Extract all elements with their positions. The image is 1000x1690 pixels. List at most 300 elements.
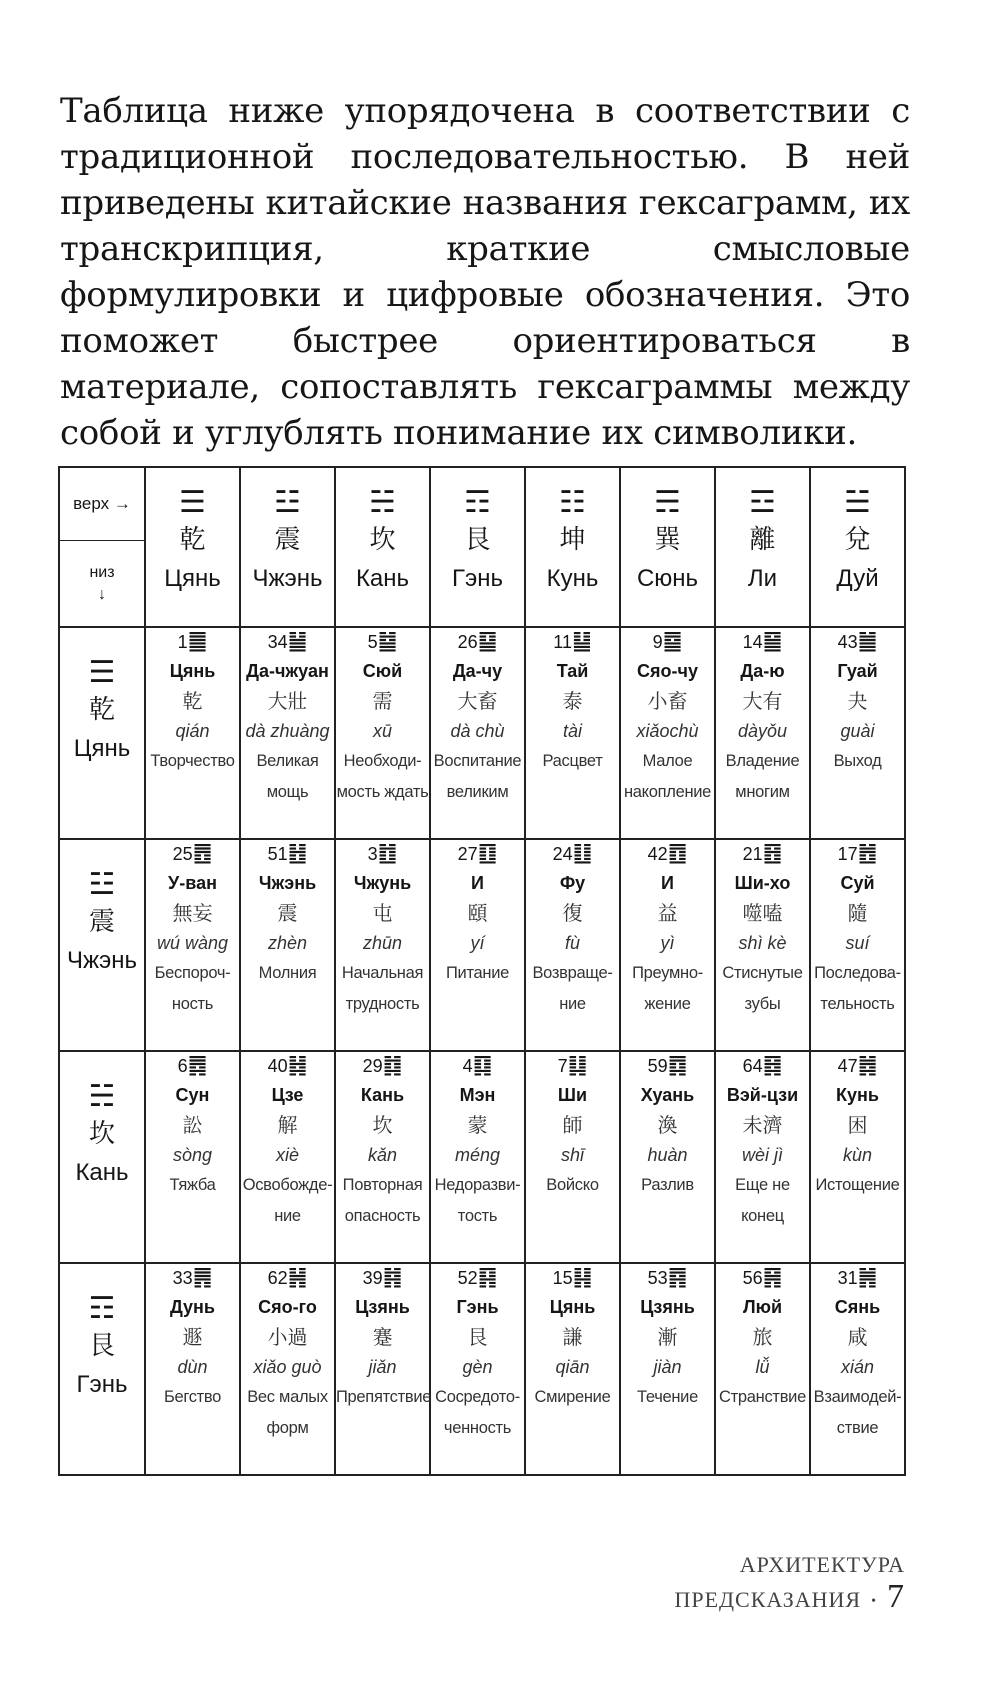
row-header xyxy=(59,1051,145,1263)
hexagram-name: Ши-хо xyxy=(734,873,791,893)
hexagram-meaning: Войско xyxy=(546,1176,599,1194)
hexagram-icon: ䷗ xyxy=(572,841,593,866)
row-header xyxy=(59,1263,145,1475)
hexagram-icon: ䷃ xyxy=(472,1053,493,1078)
trigram-hanzi: 巽 xyxy=(654,525,681,555)
hexagram-name: Тай xyxy=(556,661,589,681)
trigram-hanzi: 離 xyxy=(749,525,776,555)
hexagram-pinyin: dàyǒu xyxy=(737,721,788,741)
hexagram-cell xyxy=(430,627,525,839)
hexagram-cell xyxy=(335,1051,430,1263)
hexagram-hanzi: 屯 xyxy=(372,901,393,925)
hexagram-meaning: Беспороч- xyxy=(154,964,231,982)
hexagram-pinyin: jiàn xyxy=(653,1357,682,1377)
hexagram-meaning: Препятствие xyxy=(336,1388,432,1406)
hexagram-hanzi: 謙 xyxy=(562,1325,583,1349)
hexagram-name: Кунь xyxy=(836,1085,879,1105)
hexagram-meaning: Бегство xyxy=(163,1388,222,1406)
hexagram-number xyxy=(431,1264,524,1292)
hexagram-cell xyxy=(240,839,335,1051)
trigram-icon: ☳ xyxy=(88,867,116,902)
hexagram-number-text: 25 xyxy=(172,844,193,864)
hexagram-cell xyxy=(335,839,430,1051)
hexagram-name: Да-чжуан xyxy=(246,661,329,681)
hexagram-cell xyxy=(145,839,240,1051)
trigram-hanzi: 坤 xyxy=(559,525,586,555)
hexagram-meaning-cont: тельность xyxy=(820,995,895,1013)
hexagram-name: Сяо-чу xyxy=(637,661,698,681)
hexagram-number xyxy=(336,1052,429,1080)
hexagram-meaning: Преумно- xyxy=(632,964,703,982)
trigram-hanzi: 震 xyxy=(88,907,115,937)
hexagram-hanzi: 未濟 xyxy=(742,1113,783,1137)
hexagram-hanzi: 小過 xyxy=(267,1325,308,1349)
hexagram-meaning-cont: жение xyxy=(644,995,691,1013)
hexagram-number-text: 27 xyxy=(457,844,478,864)
hexagram-hanzi: 困 xyxy=(847,1113,868,1137)
hexagram-pinyin: qián xyxy=(175,721,210,741)
trigram-name: Кунь xyxy=(546,565,599,592)
hexagram-name: И xyxy=(661,873,674,893)
hexagram-cell xyxy=(145,627,240,839)
corner-bottom xyxy=(60,541,144,626)
hexagram-number-text: 11 xyxy=(553,632,572,652)
hexagram-number-text: 1 xyxy=(177,632,188,652)
hexagram-pinyin: xiǎo guò xyxy=(253,1357,322,1377)
hexagram-pinyin: dà chù xyxy=(450,721,505,741)
hexagram-number xyxy=(336,1264,429,1292)
hexagram-number xyxy=(431,1052,524,1080)
hexagram-number xyxy=(146,840,239,868)
trigram-hanzi: 艮 xyxy=(88,1331,115,1361)
hexagram-cell xyxy=(810,839,905,1051)
hexagram-number xyxy=(621,1264,714,1292)
hexagram-pinyin: guài xyxy=(840,721,875,741)
hexagram-hanzi: 復 xyxy=(562,901,583,925)
table-corner-cell xyxy=(59,467,145,627)
hexagram-number xyxy=(146,628,239,656)
hexagram-meaning: Разлив xyxy=(641,1176,694,1194)
hexagram-name: Цзе xyxy=(271,1085,304,1105)
hexagram-cell xyxy=(715,1051,810,1263)
trigram-icon: ☷ xyxy=(559,485,586,520)
hexagram-number-text: 29 xyxy=(362,1056,383,1076)
table-header-row xyxy=(59,467,905,627)
hexagram-number xyxy=(146,1052,239,1080)
hexagram-cell xyxy=(715,839,810,1051)
hexagram-pinyin: kǎn xyxy=(367,1145,398,1165)
hexagram-cell xyxy=(810,1051,905,1263)
hexagram-number-text: 6 xyxy=(177,1056,188,1076)
hexagram-pinyin: suí xyxy=(845,933,870,953)
hexagram-meaning: Течение xyxy=(637,1388,698,1406)
hexagram-name: Хуань xyxy=(640,1085,695,1105)
hexagram-number-text: 59 xyxy=(647,1056,668,1076)
hexagram-hanzi: 泰 xyxy=(562,689,583,713)
hexagram-name: Цянь xyxy=(169,661,216,681)
hexagram-hanzi: 遯 xyxy=(182,1325,203,1349)
hexagram-number xyxy=(716,628,809,656)
column-header xyxy=(145,467,240,627)
table-row xyxy=(59,1263,905,1475)
hexagram-meaning-cont: тость xyxy=(457,1207,498,1225)
hexagram-hanzi: 震 xyxy=(277,901,298,925)
hexagram-meaning-cont: ность xyxy=(171,995,214,1013)
hexagram-pinyin: sòng xyxy=(172,1145,213,1165)
hexagram-number xyxy=(526,1264,619,1292)
hexagram-pinyin: dùn xyxy=(177,1357,208,1377)
trigram-icon: ☰ xyxy=(88,655,116,690)
trigram-icon: ☵ xyxy=(369,485,396,520)
trigram-name: Кань xyxy=(355,565,410,592)
hexagram-pinyin: xū xyxy=(372,721,392,741)
down-arrow-icon: ↓ xyxy=(98,585,106,603)
corner-top-label: верх → xyxy=(60,468,144,541)
hexagram-icon: ䷀ xyxy=(187,629,208,654)
hexagram-pinyin: qiān xyxy=(555,1357,590,1377)
row-header xyxy=(59,627,145,839)
hexagram-meaning: Малое xyxy=(642,752,693,770)
hexagram-icon: ䷪ xyxy=(857,629,878,654)
running-title: АРХИТЕКТУРА ПРЕДСКАЗАНИЯ xyxy=(674,1552,905,1612)
hexagram-icon: ䷄ xyxy=(377,629,398,654)
hexagram-name: И xyxy=(471,873,484,893)
hexagram-pinyin: jiǎn xyxy=(368,1357,397,1377)
hexagram-icon: ䷅ xyxy=(187,1053,208,1078)
hexagram-meaning: Выход xyxy=(833,752,882,770)
hexagram-icon: ䷽ xyxy=(287,1265,308,1290)
hexagram-hanzi: 漸 xyxy=(657,1325,678,1349)
hexagram-pinyin: huàn xyxy=(647,1145,688,1165)
hexagram-name: Цзянь xyxy=(355,1297,410,1317)
hexagram-hanzi: 噬嗑 xyxy=(742,901,783,925)
hexagram-number-text: 4 xyxy=(462,1056,473,1076)
hexagram-hanzi: 隨 xyxy=(847,901,868,925)
hexagram-number xyxy=(811,1264,904,1292)
hexagram-meaning: Расцвет xyxy=(542,752,603,770)
hexagram-hanzi: 需 xyxy=(372,689,393,713)
hexagram-number xyxy=(526,840,619,868)
table-row xyxy=(59,627,905,839)
hexagram-pinyin: tài xyxy=(562,721,582,741)
hexagram-name: Да-ю xyxy=(740,661,785,681)
hexagram-pinyin: dà zhuàng xyxy=(245,721,330,741)
trigram-name: Сюнь xyxy=(636,565,699,592)
hexagram-meaning: Стиснутые xyxy=(722,964,803,982)
hexagram-icon: ䷆ xyxy=(567,1053,588,1078)
hexagram-icon: ䷲ xyxy=(287,841,308,866)
hexagram-meaning: Воспитание xyxy=(433,752,522,770)
hexagram-cell xyxy=(620,1263,715,1475)
hexagram-pinyin: fù xyxy=(564,933,580,953)
hexagram-cell xyxy=(335,1263,430,1475)
hexagram-meaning: Последова- xyxy=(814,964,901,982)
hexagram-number xyxy=(241,1052,334,1080)
table-body xyxy=(59,627,905,1475)
trigram-name: Гэнь xyxy=(76,1371,128,1398)
hexagram-name: Мэн xyxy=(459,1085,496,1105)
hexagram-name: Сун xyxy=(175,1085,210,1105)
footer-separator: • xyxy=(871,1593,877,1609)
hexagram-pinyin: gèn xyxy=(462,1357,493,1377)
hexagram-cell xyxy=(525,839,620,1051)
hexagram-pinyin: shì kè xyxy=(738,933,787,953)
hexagram-hanzi: 咸 xyxy=(847,1325,868,1349)
hexagram-number xyxy=(716,1052,809,1080)
hexagram-number-text: 53 xyxy=(647,1268,668,1288)
trigram-hanzi: 震 xyxy=(274,525,301,555)
hexagram-pinyin: wèi jì xyxy=(741,1145,783,1165)
trigram-icon: ☵ xyxy=(88,1079,116,1114)
hexagram-meaning: Питание xyxy=(445,964,510,982)
hexagram-name: Люй xyxy=(742,1297,783,1317)
hexagram-icon: ䷡ xyxy=(287,629,308,654)
hexagram-name: Сянь xyxy=(834,1297,881,1317)
hexagram-meaning-cont: опасность xyxy=(344,1207,421,1225)
trigram-icon: ☲ xyxy=(749,485,776,520)
trigram-hanzi: 坎 xyxy=(369,525,396,555)
trigram-name: Цянь xyxy=(73,735,131,762)
hexagram-number xyxy=(241,840,334,868)
hexagram-cell xyxy=(525,627,620,839)
hexagram-hanzi: 訟 xyxy=(182,1113,203,1137)
hexagram-number xyxy=(716,840,809,868)
hexagram-cell xyxy=(335,627,430,839)
hexagram-meaning: Взаимодей- xyxy=(813,1388,902,1406)
hexagram-icon: ䷜ xyxy=(382,1053,403,1078)
hexagram-icon: ䷂ xyxy=(377,841,398,866)
hexagram-cell xyxy=(620,627,715,839)
hexagram-table xyxy=(58,466,906,1476)
hexagram-hanzi: 大有 xyxy=(742,689,783,713)
hexagram-cell xyxy=(715,1263,810,1475)
hexagram-icon: ䷍ xyxy=(762,629,783,654)
hexagram-meaning: Тяжба xyxy=(169,1176,216,1194)
hexagram-number xyxy=(621,1052,714,1080)
hexagram-number-text: 21 xyxy=(742,844,763,864)
hexagram-hanzi: 夬 xyxy=(847,689,868,713)
hexagram-cell xyxy=(145,1263,240,1475)
hexagram-number-text: 24 xyxy=(552,844,573,864)
hexagram-cell xyxy=(715,627,810,839)
hexagram-pinyin: yì xyxy=(660,933,675,953)
hexagram-meaning-cont: зубы xyxy=(744,995,781,1013)
hexagram-number-text: 56 xyxy=(742,1268,763,1288)
trigram-name: Чжэнь xyxy=(66,947,138,974)
hexagram-meaning: Творчество xyxy=(150,752,235,770)
hexagram-meaning: Сосредото- xyxy=(435,1388,520,1406)
hexagram-name: Фу xyxy=(559,873,586,893)
hexagram-hanzi: 坎 xyxy=(372,1113,393,1137)
hexagram-meaning: Недоразви- xyxy=(434,1176,521,1194)
hexagram-meaning: Странствие xyxy=(719,1388,806,1406)
hexagram-number xyxy=(146,1264,239,1292)
hexagram-hanzi: 無妄 xyxy=(172,901,213,925)
hexagram-number xyxy=(431,840,524,868)
hexagram-meaning-cont: великим xyxy=(446,783,509,801)
hexagram-number-text: 3 xyxy=(367,844,378,864)
hexagram-name: У-ван xyxy=(168,873,217,893)
intro-paragraph: Таблица ниже упорядочена в соответствии с традиционной последовательностью. В ней приведены китайские названия гексаграмм, их транскрипция, краткие смысловые формулировки и цифровые обозначения. Это поможет быстрее ориентироваться в материале, сопоставлять гексаграммы между собой и углублять понимание их символики. xyxy=(60,91,910,453)
hexagram-meaning: Истощение xyxy=(815,1176,900,1194)
hexagram-number-text: 47 xyxy=(837,1056,858,1076)
hexagram-cell xyxy=(145,1051,240,1263)
hexagram-number xyxy=(431,628,524,656)
hexagram-icon: ䷠ xyxy=(192,1265,213,1290)
hexagram-pinyin: shī xyxy=(560,1145,584,1165)
hexagram-number-text: 52 xyxy=(457,1268,478,1288)
trigram-name: Гэнь xyxy=(452,565,503,592)
hexagram-meaning: Вес малых xyxy=(247,1388,328,1406)
hexagram-number xyxy=(621,628,714,656)
hexagram-number xyxy=(716,1264,809,1292)
hexagram-number xyxy=(526,1052,619,1080)
hexagram-name: Дунь xyxy=(170,1297,215,1317)
trigram-name: Дуй xyxy=(836,565,879,592)
hexagram-icon: ䷦ xyxy=(382,1265,403,1290)
hexagram-hanzi: 蹇 xyxy=(372,1325,393,1349)
hexagram-icon: ䷮ xyxy=(857,1053,878,1078)
column-header xyxy=(525,467,620,627)
hexagram-hanzi: 蒙 xyxy=(467,1113,488,1137)
hexagram-name: Сяо-го xyxy=(258,1297,317,1317)
hexagram-number-text: 34 xyxy=(267,632,288,652)
hexagram-name: Сюй xyxy=(362,661,403,681)
hexagram-name: Суй xyxy=(840,873,875,893)
hexagram-icon: ䷳ xyxy=(477,1265,498,1290)
trigram-name: Ли xyxy=(747,565,778,592)
hexagram-icon: ䷺ xyxy=(667,1053,688,1078)
hexagram-number xyxy=(336,628,429,656)
hexagram-meaning: Смирение xyxy=(534,1388,611,1406)
hexagram-cell xyxy=(430,1263,525,1475)
hexagram-meaning: Еще не конец xyxy=(735,1176,790,1225)
hexagram-name: Ши xyxy=(557,1085,588,1105)
hexagram-hanzi: 艮 xyxy=(467,1325,488,1349)
column-header xyxy=(810,467,905,627)
page-footer xyxy=(560,1552,905,1616)
hexagram-icon: ䷘ xyxy=(192,841,213,866)
hexagram-cell xyxy=(810,1263,905,1475)
hexagram-cell xyxy=(620,839,715,1051)
corner-bottom-label: низ xyxy=(89,563,115,581)
hexagram-number-text: 40 xyxy=(267,1056,288,1076)
hexagram-number xyxy=(526,628,619,656)
column-header xyxy=(715,467,810,627)
hexagram-number-text: 7 xyxy=(557,1056,568,1076)
hexagram-meaning-cont: многим xyxy=(735,783,790,801)
hexagram-pinyin: wú wàng xyxy=(156,933,229,953)
hexagram-number xyxy=(811,628,904,656)
hexagram-icon: ䷧ xyxy=(287,1053,308,1078)
column-header xyxy=(430,467,525,627)
hexagram-name: Цянь xyxy=(549,1297,596,1317)
hexagram-meaning-cont: мощь xyxy=(266,783,309,801)
hexagram-hanzi: 大畜 xyxy=(457,689,498,713)
hexagram-hanzi: 頤 xyxy=(467,901,488,925)
hexagram-cell xyxy=(525,1263,620,1475)
trigram-hanzi: 乾 xyxy=(179,525,206,555)
hexagram-hanzi: 益 xyxy=(657,901,678,925)
trigram-icon: ☰ xyxy=(179,485,206,520)
hexagram-icon: ䷔ xyxy=(762,841,783,866)
hexagram-cell xyxy=(810,627,905,839)
hexagram-meaning-cont: ствие xyxy=(836,1419,879,1437)
hexagram-meaning-cont: трудность xyxy=(345,995,420,1013)
hexagram-meaning-cont: ние xyxy=(274,1207,301,1225)
trigram-name: Цянь xyxy=(164,565,221,592)
hexagram-hanzi: 小畜 xyxy=(647,689,688,713)
hexagram-pinyin: zhèn xyxy=(267,933,308,953)
hexagram-cell xyxy=(240,1263,335,1475)
page-number: 7 xyxy=(887,1578,905,1615)
hexagram-icon: ䷚ xyxy=(477,841,498,866)
hexagram-number-text: 17 xyxy=(837,844,858,864)
hexagram-hanzi: 師 xyxy=(562,1113,583,1137)
hexagram-name: Чжунь xyxy=(353,873,412,893)
hexagram-number xyxy=(241,1264,334,1292)
hexagram-hanzi: 大壯 xyxy=(267,689,308,713)
hexagram-meaning: Владение xyxy=(725,752,800,770)
hexagram-meaning: Великая xyxy=(256,752,319,770)
hexagram-name: Гэнь xyxy=(456,1297,499,1317)
hexagram-cell xyxy=(240,1051,335,1263)
hexagram-icon: ䷊ xyxy=(571,629,592,654)
hexagram-pinyin: yí xyxy=(470,933,485,953)
hexagram-hanzi: 解 xyxy=(277,1113,298,1137)
hexagram-icon: ䷴ xyxy=(667,1265,688,1290)
hexagram-pinyin: méng xyxy=(454,1145,501,1165)
hexagram-meaning: Необходи- xyxy=(343,752,422,770)
trigram-icon: ☳ xyxy=(274,485,301,520)
hexagram-name: Чжэнь xyxy=(258,873,317,893)
hexagram-pinyin: xián xyxy=(840,1357,875,1377)
hexagram-cell xyxy=(430,839,525,1051)
hexagram-number-text: 51 xyxy=(267,844,288,864)
hexagram-icon: ䷎ xyxy=(572,1265,593,1290)
hexagram-number-text: 31 xyxy=(837,1268,858,1288)
hexagram-icon: ䷞ xyxy=(857,1265,878,1290)
hexagram-cell xyxy=(430,1051,525,1263)
hexagram-meaning-cont: ченность xyxy=(443,1419,512,1437)
hexagram-number xyxy=(811,840,904,868)
hexagram-icon: ䷿ xyxy=(762,1053,783,1078)
trigram-name: Чжэнь xyxy=(252,565,323,592)
hexagram-number xyxy=(811,1052,904,1080)
hexagram-number xyxy=(336,840,429,868)
hexagram-meaning: Повторная xyxy=(342,1176,423,1194)
hexagram-cell xyxy=(240,627,335,839)
hexagram-meaning: Начальная xyxy=(341,964,424,982)
column-header xyxy=(620,467,715,627)
hexagram-icon: ䷷ xyxy=(762,1265,783,1290)
hexagram-pinyin: zhūn xyxy=(362,933,403,953)
hexagram-name: Вэй-цзи xyxy=(726,1085,799,1105)
column-header xyxy=(335,467,430,627)
hexagram-icon: ䷐ xyxy=(857,841,878,866)
hexagram-meaning-cont: накопление xyxy=(623,783,712,801)
hexagram-hanzi: 乾 xyxy=(182,689,203,713)
hexagram-number-text: 5 xyxy=(367,632,378,652)
trigram-name: Кань xyxy=(75,1159,129,1186)
trigram-icon: ☶ xyxy=(464,485,491,520)
row-header xyxy=(59,839,145,1051)
table-row xyxy=(59,1051,905,1263)
trigram-hanzi: 乾 xyxy=(88,695,115,725)
hexagram-number xyxy=(241,628,334,656)
hexagram-icon: ䷩ xyxy=(667,841,688,866)
trigram-hanzi: 兌 xyxy=(844,525,871,555)
